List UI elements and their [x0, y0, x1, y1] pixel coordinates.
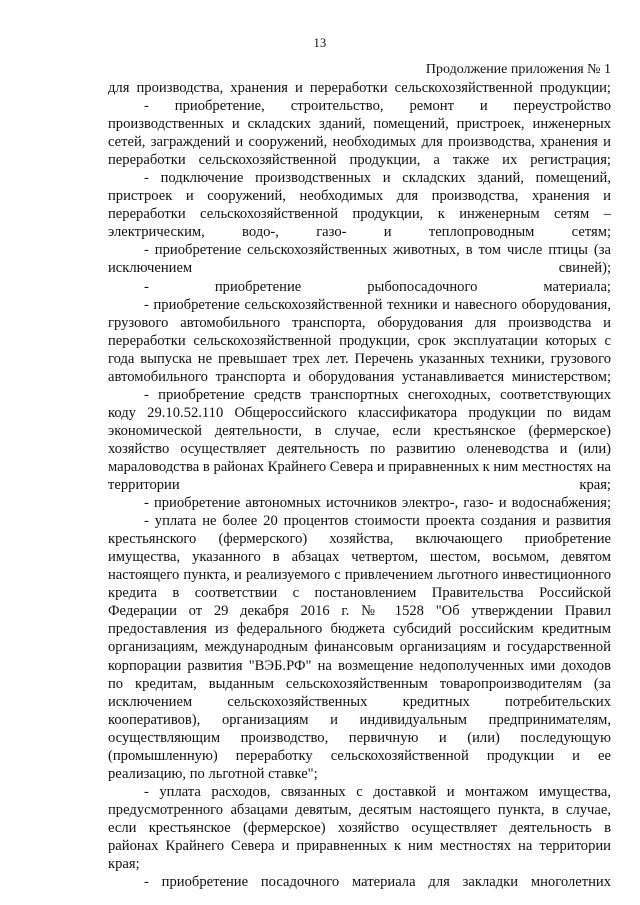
- paragraph-machinery: - приобретение сельскохозяйственной техники и навесного оборудования, грузового автомобильного транспорта, оборудования для производства и переработки сельскохозяйственной продукции, срок эксплуатации которых с года выпуска не превышает трех лет. Перечень указанных техники, грузового автомобильного транспорта и оборудования устанавливается министерством;: [108, 296, 611, 385]
- paragraph-utilities: - подключение производственных и складских зданий, помещений, пристроек и сооружений, необходимых для производства, хранения и переработки сельскохозяйственной продукции, к инженерным сетям – электрическим, водо-, газо- и теплопроводным сетям;: [108, 170, 611, 241]
- paragraph-planting-material: - приобретение посадочного материала для закладки многолетних: [144, 874, 611, 891]
- paragraph-project-payment: - уплата не более 20 процентов стоимости проекта создания и развития крестьянского (фермерского) хозяйства, включающего приобретение имущества, указанного в абзацах четвертом, шестом, восьмом, девятом настоящего пункта, и реализуемого с привлечением льготного инвестиционного кредита в соответствии с постановлением Правительства Российской Федерации от 29 декабря 2016 г. № 1528 "Об утверждении Правил предоставления из федерального бюджета субсидий российским кредитным организациям, международным финансовым организациям и государственной корпорации развития "ВЭБ.РФ" на возмещение недополученных ими доходов по кредитам, выданным сельскохозяйственным товаропроизводителям (за исключением сельскохозяйственных кредитных потребительских кооперативов), организациям и индивидуальным предпринимателям, осуществляющим производство, первичную и (или) последующую (промышленную) переработку сельскохозяйственной продукции и ее реализацию, по льготной ставке";: [108, 513, 611, 782]
- paragraph-fish-stock: - приобретение рыбопосадочного материала;: [144, 278, 611, 295]
- paragraph-buildings: - приобретение, строительство, ремонт и переустройство производственных и складских зданий, помещений, пристроек, инженерных сетей, заграждений и сооружений, необходимых для производства, хранения и переработки сельскохозяйственной продукции, а также их регистрация;: [108, 98, 611, 169]
- appendix-continuation-label: Продолжение приложения № 1: [425, 62, 611, 77]
- paragraph-continuation: для производства, хранения и переработки сельскохозяйственной продукции;: [108, 80, 611, 96]
- document-body: [108, 79, 611, 891]
- paragraph-snowmobiles: - приобретение средств транспортных снегоходных, соответствующих коду 29.10.52.110 Общероссийского классификатора продукции по видам экономической деятельности, в случае, если крестьянское (фермерское) хозяйство осуществляет деятельность по развитию оленеводства и (или) мараловодства в районах Крайнего Севера и приравненных к ним местностях на территории края;: [108, 386, 611, 494]
- paragraph-livestock: - приобретение сельскохозяйственных животных, в том числе птицы (за исключением свиней);: [108, 242, 611, 277]
- paragraph-autonomous-supply: - приобретение автономных источников электро-, газо- и водоснабжения;: [144, 495, 611, 512]
- paragraph-delivery-installation: - уплата расходов, связанных с доставкой и монтажом имущества, предусмотренного абзацами девятым, десятым настоящего пункта, в случае, если крестьянское (фермерское) хозяйство осуществляет деятельность в районах Крайнего Севера и приравненных к ним местностях на территории края;: [108, 783, 611, 873]
- page-number: 13: [313, 36, 327, 50]
